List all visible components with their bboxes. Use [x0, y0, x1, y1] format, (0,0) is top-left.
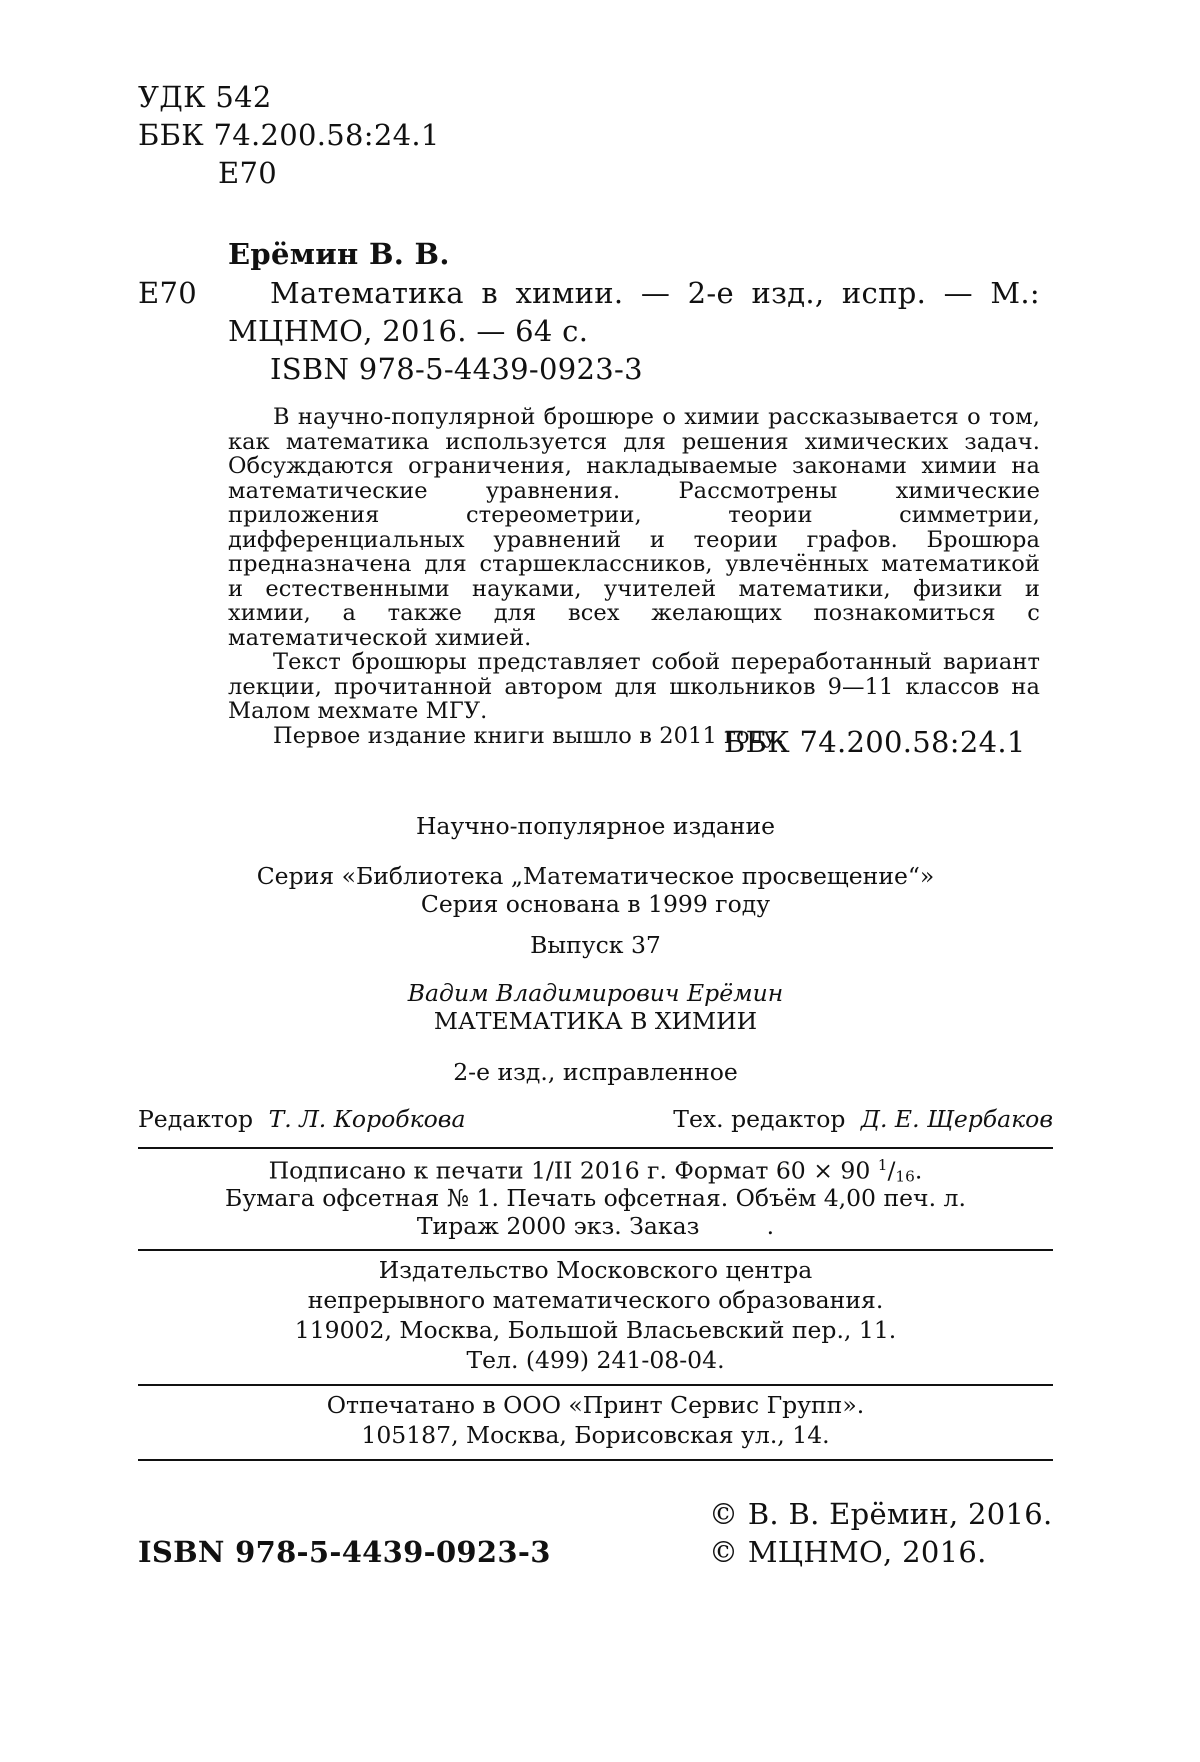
divider	[138, 1249, 1053, 1251]
entry-author: Ерёмин В. В.	[228, 237, 450, 271]
divider	[138, 1459, 1053, 1461]
annotation-paragraph: В научно-популярной брошюре о химии рассказывается о том, как математика используется для решения химических задач. Обсуждаются ограничения, накладываемые законами химии на математические уравнения. Рассмотрены химические приложения стереометрии, теории симметрии, дифференциальных уравнений и теории графов. Брошюра предназначена для старшеклассников, увлечённых математикой и естественными науками, учителей математики, физики и химии, а также для всех желающих познакомиться с математической химией.	[228, 404, 1040, 651]
entry-title-line2: МЦНМО, 2016. — 64 с.	[228, 314, 589, 348]
bbk-code: ББК 74.200.58:24.1	[138, 118, 440, 152]
print-info-line2: Бумага офсетная № 1. Печать офсетная. Объём 4,00 печ. л.	[225, 1184, 966, 1212]
entry-title-line1: Математика в химии. — 2-е изд., испр. — М.:	[270, 276, 1040, 310]
divider	[138, 1384, 1053, 1386]
author-mark: Е70	[218, 156, 277, 190]
tech-editor-name: Д. Е. Щербаков	[860, 1105, 1053, 1133]
publisher-phone: Тел. (499) 241-08-04.	[466, 1346, 725, 1374]
entry-code: Е70	[138, 276, 197, 310]
editor-label: Редактор	[138, 1105, 254, 1133]
copyright-publisher: © МЦНМО, 2016.	[709, 1535, 987, 1569]
printer-line1: Отпечатано в ООО «Принт Сервис Групп».	[326, 1391, 865, 1419]
format-numerator: 1	[877, 1156, 888, 1174]
author-full-name: Вадим Владимирович Ерёмин	[407, 979, 784, 1007]
print-info-period: .	[914, 1156, 923, 1185]
series-name: Серия «Библиотека „Математическое просвещение“»	[256, 862, 935, 890]
edition-type: Научно-популярное издание	[415, 812, 776, 840]
annotation-paragraph: Первое издание книги вышло в 2011 году.	[273, 722, 785, 749]
issue-number: Выпуск 37	[530, 931, 661, 959]
format-denominator: 16	[895, 1167, 915, 1186]
annotation-paragraph: Текст брошюры представляет собой переработанный вариант лекции, прочитанной автором для школьников 9—11 классов на Малом мехмате МГУ.	[228, 649, 1040, 724]
print-info-line1: Подписано к печати 1/II 2016 г. Формат 60 × 90 $^1/_{16}$.	[268, 1156, 923, 1186]
print-info-signed: Подписано к печати 1/II 2016 г. Формат 60 × 90	[268, 1156, 871, 1185]
tech-editor	[673, 1105, 1053, 1133]
editor-name: Т. Л. Коробкова	[268, 1105, 466, 1133]
publisher-line1: Издательство Московского центра	[378, 1256, 813, 1284]
publisher-address: 119002, Москва, Большой Власьевский пер., 11.	[294, 1316, 897, 1344]
tech-editor-label: Тех. редактор	[673, 1105, 846, 1133]
copyright-author: © В. В. Ерёмин, 2016.	[709, 1497, 1053, 1531]
edition-info: 2-е изд., исправленное	[453, 1058, 738, 1086]
printer-address: 105187, Москва, Борисовская ул., 14.	[361, 1421, 830, 1449]
series-founded: Серия основана в 1999 году	[420, 890, 771, 918]
book-title: МАТЕМАТИКА В ХИМИИ	[433, 1007, 758, 1035]
divider	[138, 1147, 1053, 1149]
bbk-right: ББК 74.200.58:24.1	[724, 725, 1026, 759]
print-info-line3: Тираж 2000 экз. Заказ .	[416, 1212, 775, 1240]
entry-isbn: ISBN 978-5-4439-0923-3	[270, 352, 643, 386]
annotation	[228, 405, 1040, 748]
udk-code: УДК 542	[138, 80, 272, 114]
publisher-line2: непрерывного математического образования.	[307, 1286, 884, 1314]
editor	[138, 1105, 465, 1133]
footer-isbn: ISBN 978-5-4439-0923-3	[138, 1535, 551, 1569]
